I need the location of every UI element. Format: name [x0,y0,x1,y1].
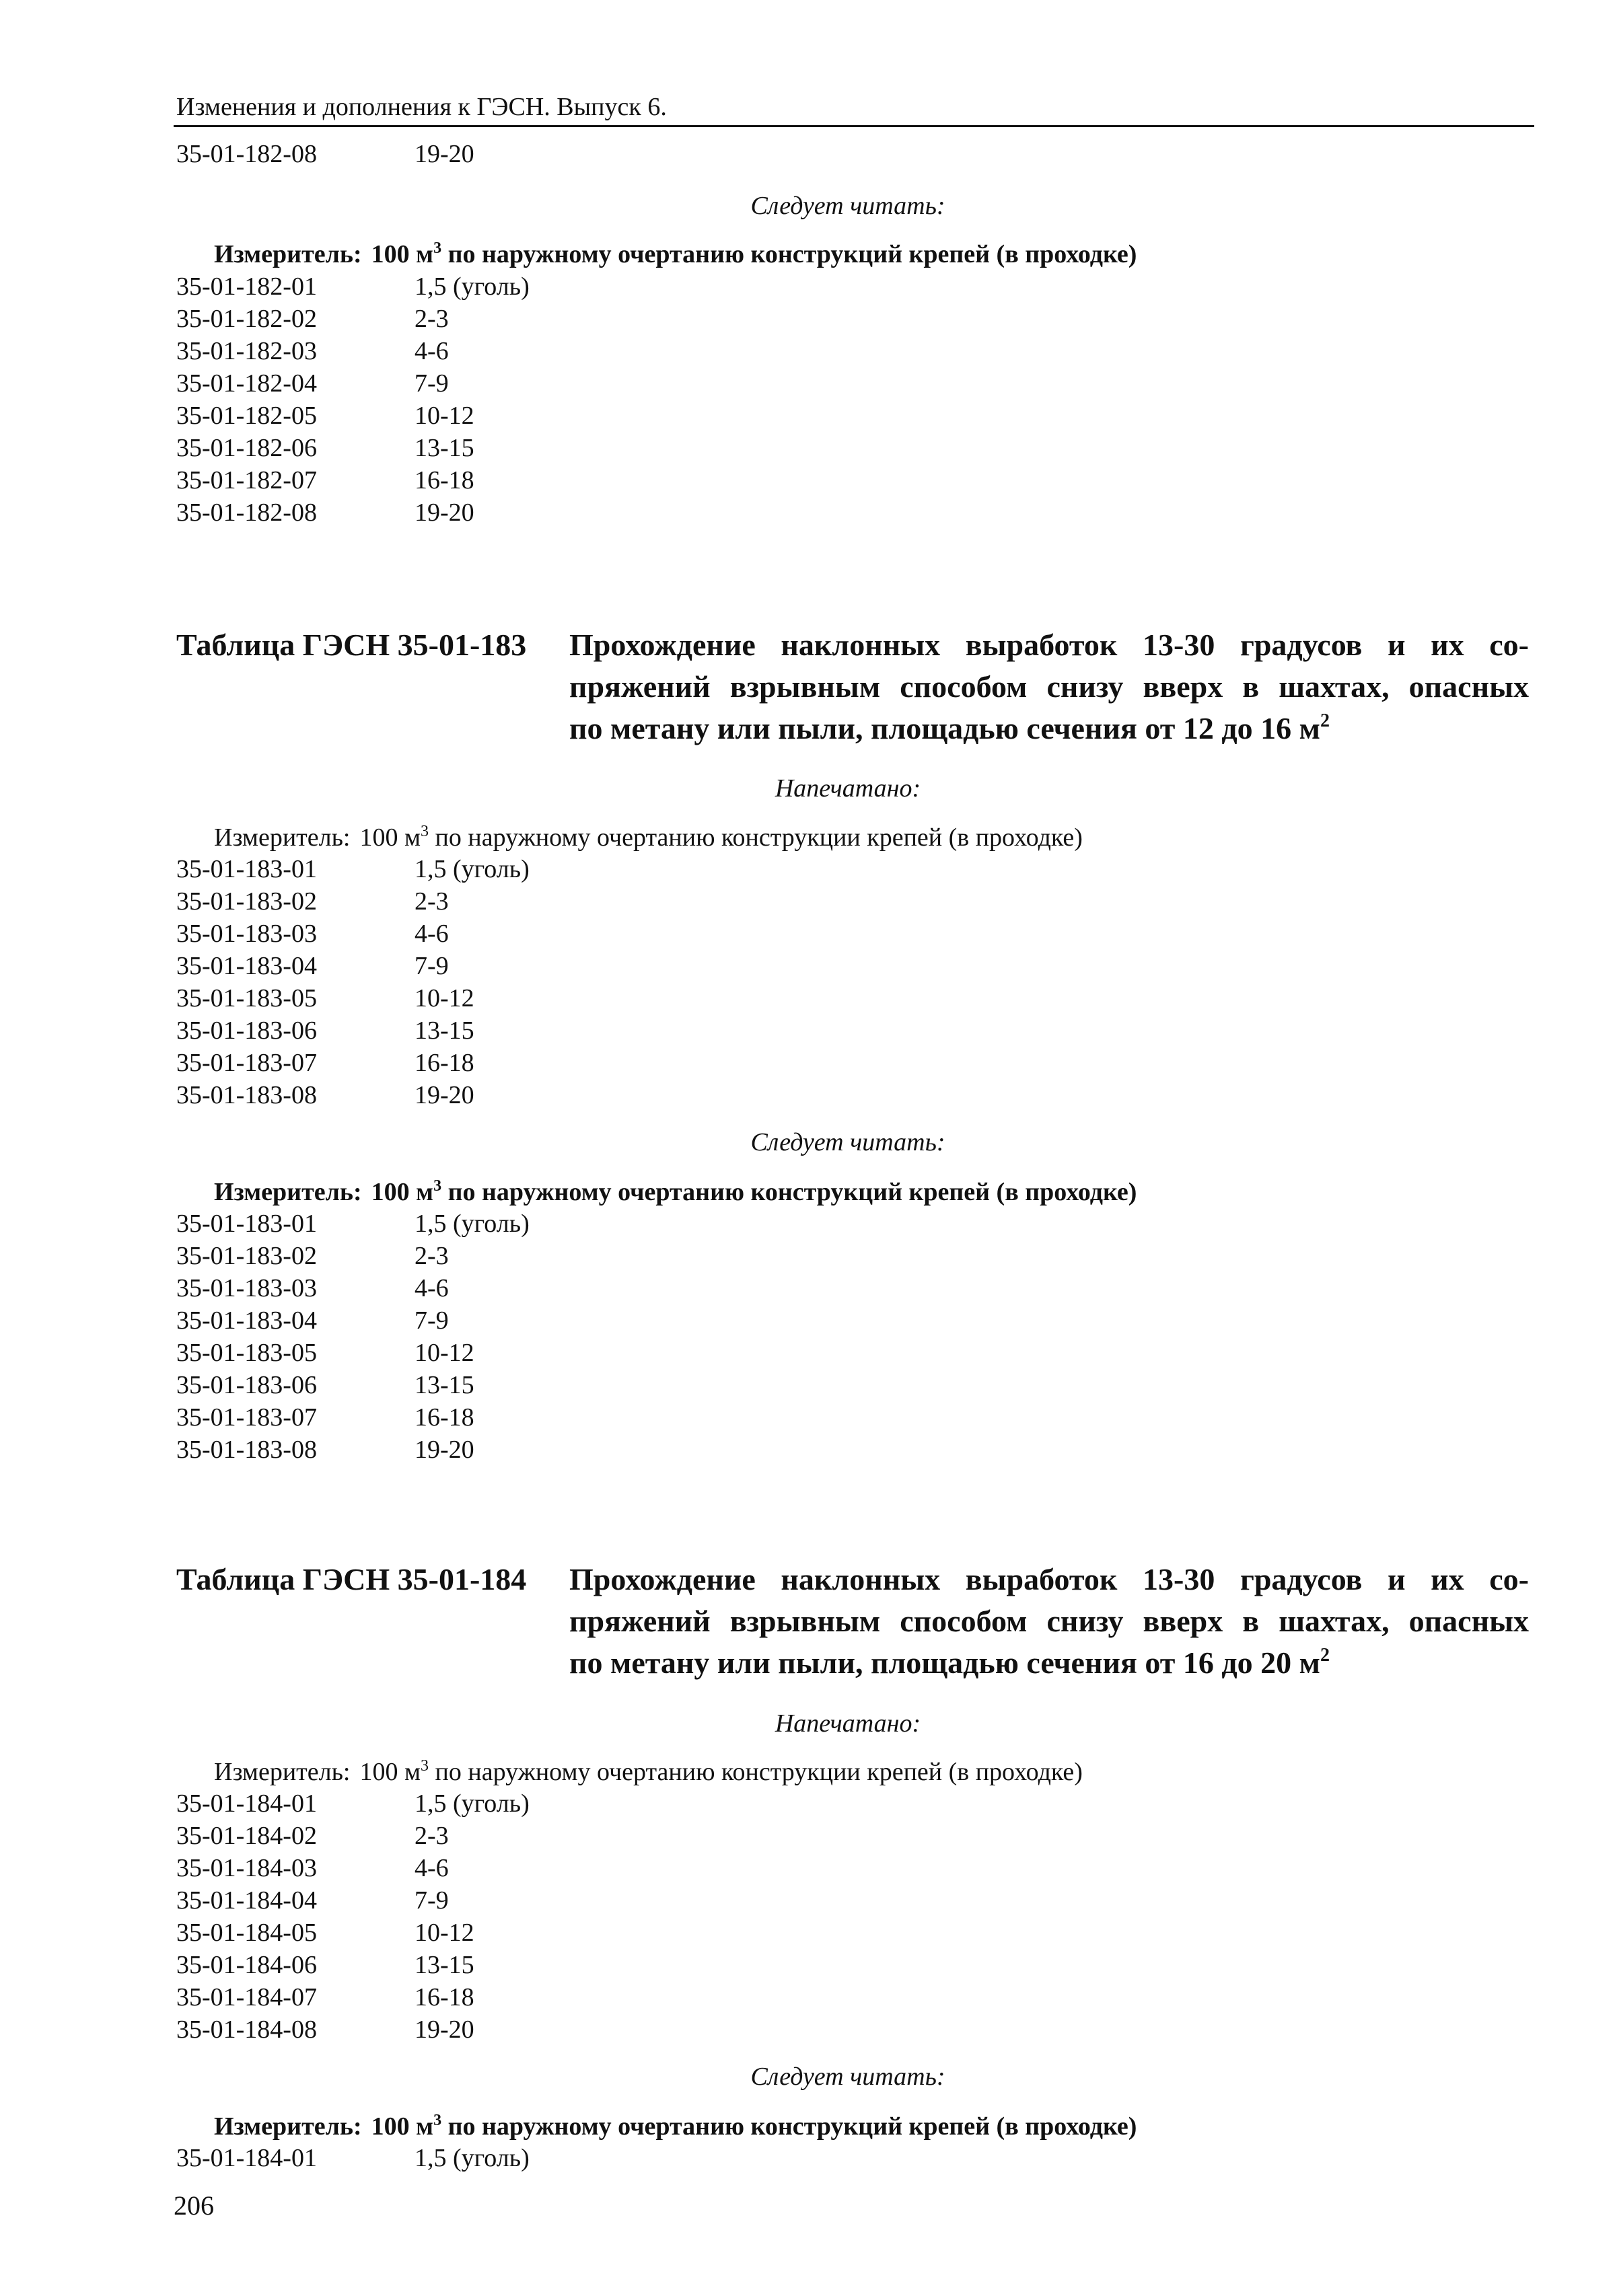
meter-sup: 3 [421,1757,429,1775]
row-code: 35-01-182-08 [176,140,317,168]
row-value: 1,5 (уголь) [415,272,530,301]
table-title-line [569,1642,1615,1684]
table-title-body [569,1559,1615,1684]
meter-text [360,821,1083,854]
meter-text [371,238,1137,270]
table-title-prefix: Таблица ГЭСН 35-01-183 [176,628,527,662]
row-code: 35-01-184-04 [176,1886,317,1915]
table-title-line [569,708,1615,749]
row-value: 13-15 [415,1951,474,1979]
correct-caption: Следует читать: [750,192,945,220]
row-code: 35-01-183-04 [176,1306,317,1335]
row-code: 35-01-183-07 [176,1403,317,1432]
row-value: 16-18 [415,466,474,494]
row-value: 10-12 [415,984,474,1012]
row-value: 4-6 [415,920,449,948]
meter-text-post: по наружному очертанию конструкции крепей (в проходке) [429,1758,1083,1786]
row-value: 13-15 [415,1371,474,1399]
row-code: 35-01-182-05 [176,402,317,430]
row-value: 4-6 [415,1854,449,1882]
meter-text-post: по наружному очертанию конструкций крепей (в проходке) [441,2112,1137,2141]
row-value: 1,5 (уголь) [415,1210,530,1238]
row-value: 4-6 [415,1274,449,1302]
row-value: 4-6 [415,337,449,365]
row-code: 35-01-183-07 [176,1049,317,1077]
row-code: 35-01-182-07 [176,466,317,494]
printed-caption: Напечатано: [775,774,921,803]
row-code: 35-01-183-02 [176,1242,317,1270]
meter-line [214,2110,1137,2143]
row-code: 35-01-183-05 [176,984,317,1012]
row-code: 35-01-182-03 [176,337,317,365]
row-value: 7-9 [415,1886,449,1915]
row-code: 35-01-182-08 [176,498,317,527]
row-code: 35-01-183-06 [176,1371,317,1399]
row-code: 35-01-184-07 [176,1983,317,2011]
row-code: 35-01-183-01 [176,1210,317,1238]
table-title-line-text: по метану или пыли, площадью сечения от 12 до 16 м [569,711,1320,745]
correct-caption: Следует читать: [750,1128,945,1156]
row-code: 35-01-184-01 [176,1789,317,1818]
correct-caption: Следует читать: [750,2063,945,2091]
meter-line [214,1756,1083,1788]
row-code: 35-01-183-04 [176,952,317,980]
row-value: 7-9 [415,369,449,398]
row-value: 2-3 [415,887,449,916]
row-value: 16-18 [415,1049,474,1077]
table-title-line: Прохождение наклонных выработок 13-30 градусов и их со- [569,1562,1529,1596]
row-value: 16-18 [415,1403,474,1432]
row-code: 35-01-183-05 [176,1339,317,1367]
row-code: 35-01-183-08 [176,1436,317,1464]
row-value: 2-3 [415,1242,449,1270]
row-value: 16-18 [415,1983,474,2011]
header-rule [174,125,1534,127]
meter-text [371,2110,1137,2143]
meter-text-pre: 100 м [371,240,434,268]
row-code: 35-01-184-08 [176,2015,317,2044]
table-title-sup: 2 [1320,710,1330,731]
row-value: 13-15 [415,1016,474,1045]
row-value: 7-9 [415,1306,449,1335]
row-code: 35-01-183-01 [176,855,317,883]
row-value: 13-15 [415,434,474,462]
page-number: 206 [174,2190,214,2221]
meter-sup: 3 [433,2112,442,2129]
row-code: 35-01-184-03 [176,1854,317,1882]
table-title-line-text: по метану или пыли, площадью сечения от 16 до 20 м [569,1645,1320,1680]
meter-text-post: по наружному очертанию конструкций крепей (в проходке) [441,1178,1137,1206]
meter-label: Измеритель: [214,1178,362,1206]
row-value: 1,5 (уголь) [415,1789,530,1818]
meter-sup: 3 [421,823,429,840]
meter-text-pre: 100 м [359,1758,421,1786]
row-value: 10-12 [415,402,474,430]
table-title-line: пряжений взрывным способом снизу вверх в шахтах, опасных [569,669,1529,704]
table-title-body [569,624,1615,749]
meter-line [214,821,1083,854]
row-value: 19-20 [415,2015,474,2044]
row-code: 35-01-183-03 [176,920,317,948]
row-value: 10-12 [415,1339,474,1367]
row-value: 2-3 [415,305,449,333]
row-code: 35-01-182-01 [176,272,317,301]
row-code: 35-01-184-02 [176,1822,317,1850]
row-code: 35-01-183-03 [176,1274,317,1302]
table-title-line: пряжений взрывным способом снизу вверх в шахтах, опасных [569,1604,1529,1638]
row-value: 19-20 [415,140,474,168]
row-value: 19-20 [415,498,474,527]
meter-label: Измеритель: [214,2112,362,2141]
meter-text [360,1756,1083,1788]
row-value: 1,5 (уголь) [415,2144,530,2172]
meter-text-post: по наружному очертанию конструкций крепей (в проходке) [441,240,1137,268]
row-code: 35-01-182-04 [176,369,317,398]
meter-label: Измеритель: [214,1758,351,1786]
meter-text-pre: 100 м [359,823,421,852]
table-title-prefix: Таблица ГЭСН 35-01-184 [176,1562,527,1596]
row-code: 35-01-184-05 [176,1919,317,1947]
meter-text [371,1176,1137,1208]
row-value: 2-3 [415,1822,449,1850]
row-code: 35-01-182-06 [176,434,317,462]
meter-line [214,1176,1137,1208]
row-value: 1,5 (уголь) [415,855,530,883]
meter-text-pre: 100 м [371,1178,434,1206]
row-code: 35-01-184-06 [176,1951,317,1979]
table-title-sup: 2 [1320,1645,1330,1666]
meter-text-pre: 100 м [371,2112,434,2141]
printed-caption: Напечатано: [775,1709,921,1738]
meter-label: Измеритель: [214,823,351,852]
row-value: 19-20 [415,1436,474,1464]
row-code: 35-01-182-02 [176,305,317,333]
meter-label: Измеритель: [214,240,362,268]
meter-sup: 3 [433,239,442,257]
meter-line [214,238,1137,270]
row-code: 35-01-184-01 [176,2144,317,2172]
meter-sup: 3 [433,1177,442,1195]
row-value: 7-9 [415,952,449,980]
row-value: 19-20 [415,1081,474,1109]
meter-text-post: по наружному очертанию конструкции крепей (в проходке) [429,823,1083,852]
row-value: 10-12 [415,1919,474,1947]
table-title-line: Прохождение наклонных выработок 13-30 градусов и их со- [569,628,1529,662]
row-code: 35-01-183-02 [176,887,317,916]
row-code: 35-01-183-08 [176,1081,317,1109]
row-code: 35-01-183-06 [176,1016,317,1045]
running-title: Изменения и дополнения к ГЭСН. Выпуск 6. [176,93,667,121]
